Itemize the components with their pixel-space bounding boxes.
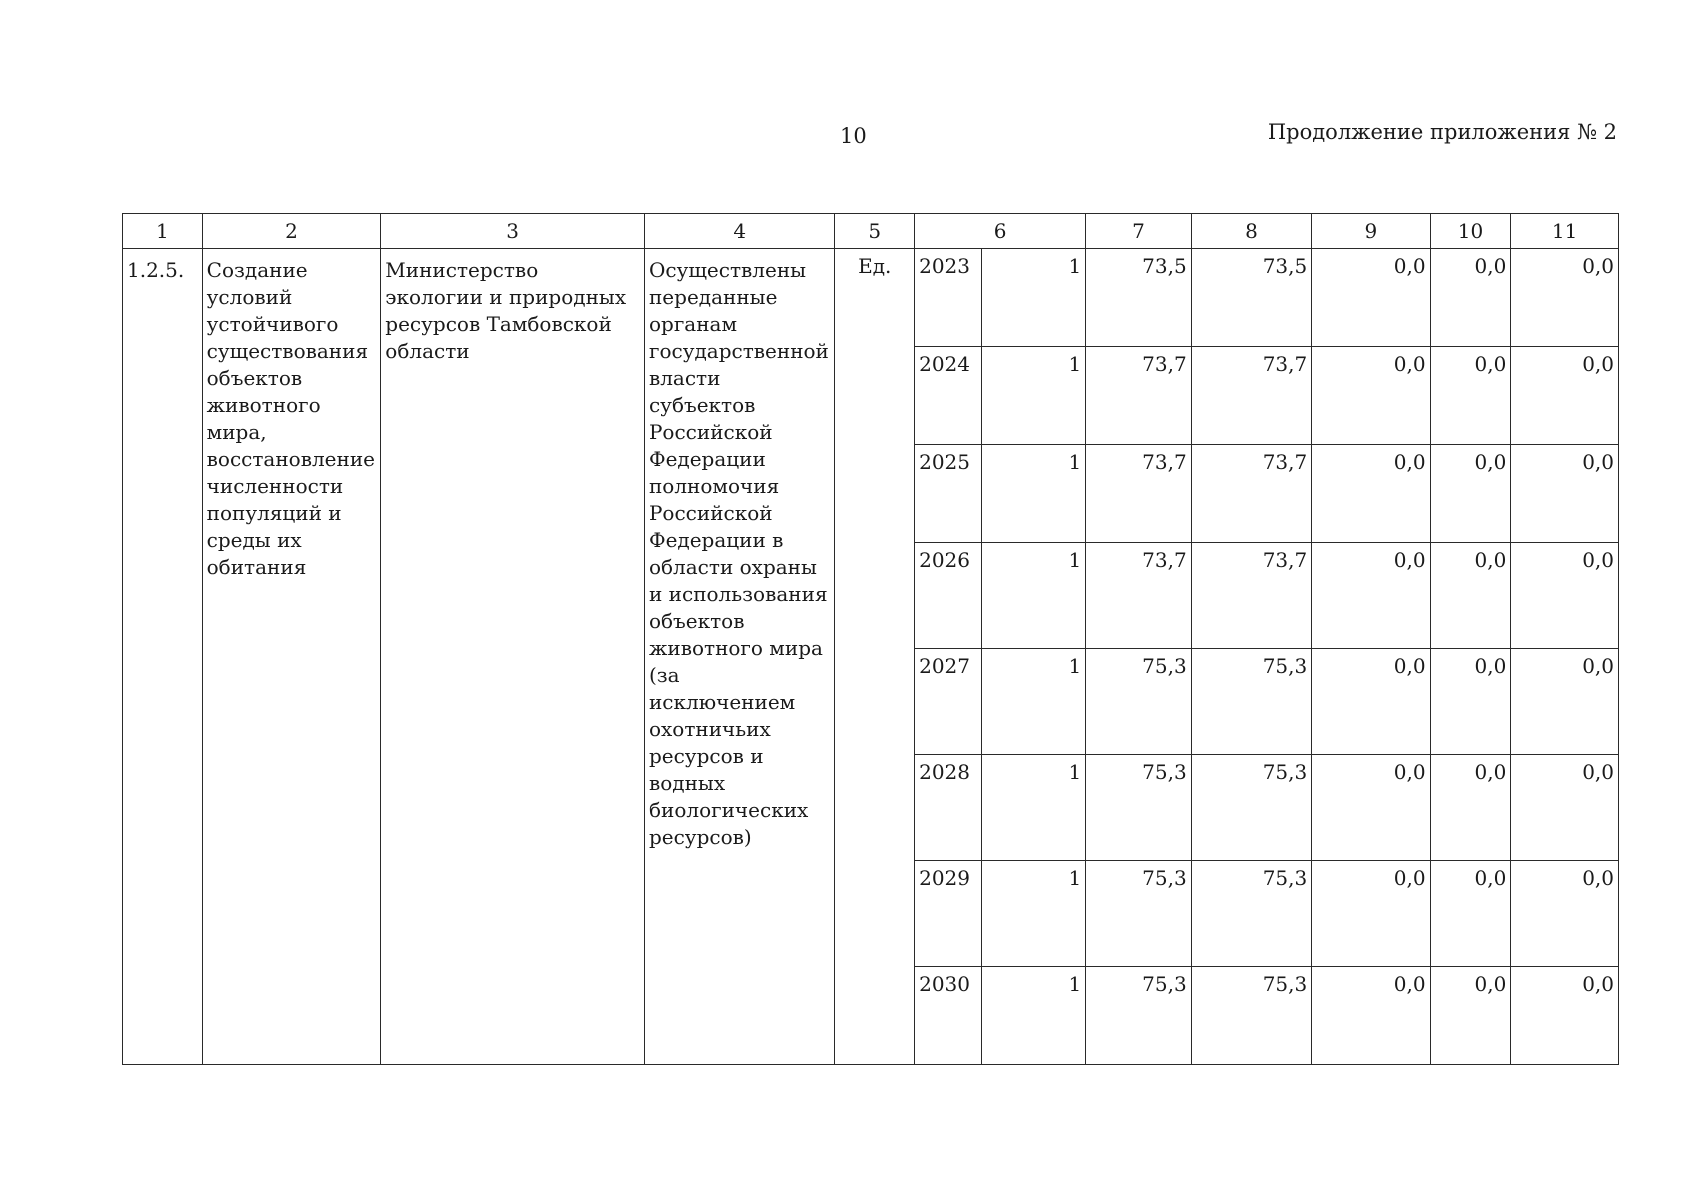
value-cell: 1 [981, 347, 1085, 445]
col9-cell: 0,0 [1312, 755, 1430, 861]
col9-cell: 0,0 [1312, 649, 1430, 755]
col10-cell: 0,0 [1430, 649, 1511, 755]
item-result: Осуществлены переданные органам государственной власти субъектов Российской Федерации полномочия Российской Федерации в области охраны и использования объектов животного мира (за исключением охотничьих ресурсов и водных биологических ресурсов) [644, 249, 834, 1065]
year-cell: 2028 [915, 755, 982, 861]
col8-cell: 73,7 [1191, 543, 1312, 649]
year-cell: 2030 [915, 967, 982, 1065]
header-row [123, 214, 1619, 249]
col-header-7: 7 [1086, 214, 1191, 249]
col8-cell: 75,3 [1191, 861, 1312, 967]
page-number: 10 [840, 124, 867, 148]
value-cell: 1 [981, 543, 1085, 649]
value-cell: 1 [981, 967, 1085, 1065]
col-header-2: 2 [202, 214, 381, 249]
col-header-4: 4 [644, 214, 834, 249]
value-cell: 1 [981, 861, 1085, 967]
col9-cell: 0,0 [1312, 445, 1430, 543]
col8-cell: 73,7 [1191, 347, 1312, 445]
col10-cell: 0,0 [1430, 347, 1511, 445]
col9-cell: 0,0 [1312, 967, 1430, 1065]
col-header-6: 6 [915, 214, 1086, 249]
col10-cell: 0,0 [1430, 445, 1511, 543]
col-header-11: 11 [1511, 214, 1619, 249]
col7-cell: 75,3 [1086, 861, 1191, 967]
col8-cell: 73,7 [1191, 445, 1312, 543]
col11-cell: 0,0 [1511, 249, 1619, 347]
col9-cell: 0,0 [1312, 249, 1430, 347]
col-header-1: 1 [123, 214, 203, 249]
value-cell: 1 [981, 249, 1085, 347]
col-header-3: 3 [381, 214, 645, 249]
col7-cell: 73,7 [1086, 347, 1191, 445]
col9-cell: 0,0 [1312, 347, 1430, 445]
col7-cell: 73,5 [1086, 249, 1191, 347]
value-cell: 1 [981, 755, 1085, 861]
col11-cell: 0,0 [1511, 755, 1619, 861]
item-unit: Ед. [835, 249, 915, 1065]
col11-cell: 0,0 [1511, 649, 1619, 755]
col11-cell: 0,0 [1511, 445, 1619, 543]
col8-cell: 73,5 [1191, 249, 1312, 347]
value-cell: 1 [981, 445, 1085, 543]
appendix-continuation-note: Продолжение приложения № 2 [1267, 120, 1617, 144]
col7-cell: 75,3 [1086, 649, 1191, 755]
col10-cell: 0,0 [1430, 755, 1511, 861]
col8-cell: 75,3 [1191, 649, 1312, 755]
col9-cell: 0,0 [1312, 543, 1430, 649]
year-cell: 2026 [915, 543, 982, 649]
col9-cell: 0,0 [1312, 861, 1430, 967]
col-header-10: 10 [1430, 214, 1511, 249]
col7-cell: 75,3 [1086, 755, 1191, 861]
item-code: 1.2.5. [123, 249, 203, 1065]
col11-cell: 0,0 [1511, 347, 1619, 445]
col10-cell: 0,0 [1430, 967, 1511, 1065]
item-name: Создание условий устойчивого существования объектов животного мира, восстановление численности популяций и среды их обитания [202, 249, 381, 1065]
year-cell: 2029 [915, 861, 982, 967]
data-table [122, 213, 1619, 1065]
col7-cell: 75,3 [1086, 967, 1191, 1065]
col10-cell: 0,0 [1430, 861, 1511, 967]
col11-cell: 0,0 [1511, 543, 1619, 649]
col7-cell: 73,7 [1086, 543, 1191, 649]
col-header-8: 8 [1191, 214, 1312, 249]
col11-cell: 0,0 [1511, 967, 1619, 1065]
year-cell: 2027 [915, 649, 982, 755]
table-row [123, 249, 1619, 347]
col-header-5: 5 [835, 214, 915, 249]
col10-cell: 0,0 [1430, 249, 1511, 347]
item-responsible: Министерство экологии и природных ресурсов Тамбовской области [381, 249, 645, 1065]
col10-cell: 0,0 [1430, 543, 1511, 649]
col11-cell: 0,0 [1511, 861, 1619, 967]
year-cell: 2024 [915, 347, 982, 445]
col-header-9: 9 [1312, 214, 1430, 249]
year-cell: 2023 [915, 249, 982, 347]
col8-cell: 75,3 [1191, 755, 1312, 861]
col8-cell: 75,3 [1191, 967, 1312, 1065]
value-cell: 1 [981, 649, 1085, 755]
col7-cell: 73,7 [1086, 445, 1191, 543]
year-cell: 2025 [915, 445, 982, 543]
